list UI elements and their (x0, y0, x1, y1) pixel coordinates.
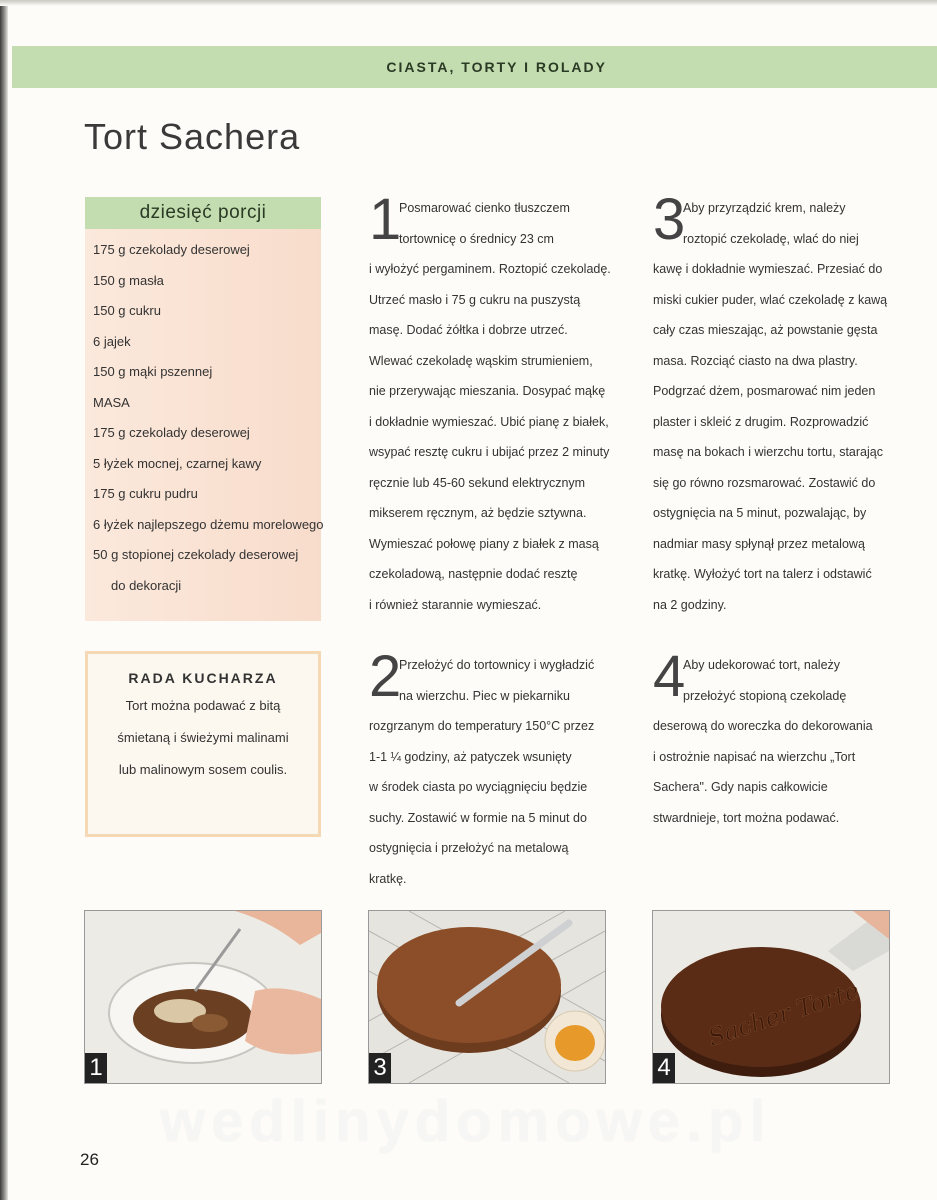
step-3 (653, 187, 915, 620)
tip-text (88, 690, 318, 786)
step-line: i ostrożnie napisać na wierzchu „Tort (653, 749, 856, 764)
ingredient-list (85, 229, 324, 601)
tip-line: lub malinowym sosem coulis. (118, 762, 288, 777)
step-line: suchy. Zostawić w formie na 5 minut do (369, 810, 587, 825)
step-line: roztopić czekoladę, wlać do niej (683, 231, 859, 246)
tip-line: śmietaną i świeżymi malinami (117, 730, 289, 745)
step-line: tortownicę o średnicy 23 cm (399, 231, 554, 246)
step-line: i wyłożyć pergaminem. Roztopić czekoladę. (369, 262, 611, 276)
step-line: ostygnięcia na 5 minut, pozwalając, by (653, 506, 867, 520)
ingredient-item: 150 g masła (93, 272, 164, 288)
step-line: ostygnięcia i przełożyć na metalową (369, 841, 569, 855)
ingredient-item: 175 g czekolady deserowej (93, 242, 250, 257)
ingredients-panel (85, 197, 324, 621)
step-4 (653, 644, 915, 833)
step-line: Aby udekorować tort, należy (683, 658, 841, 672)
photo-number: 3 (369, 1053, 391, 1083)
page-title: Tort Sachera (84, 116, 301, 157)
watermark: wedlinydomowe.pl (160, 1089, 772, 1154)
step-line: Posmarować cienko tłuszczem (399, 201, 570, 215)
step-line: mikserem ręcznym, aż będzie sztywna. (369, 506, 587, 520)
ingredient-item: 150 g mąki pszennej (93, 364, 213, 379)
step-line: miski cukier puder, wlać czekoladę z kawą (653, 292, 888, 307)
mixing-bowl-illustration (85, 911, 321, 1083)
step-line: i również starannie wymieszać. (369, 597, 542, 612)
cake-inscription: Sacher Torte (704, 976, 863, 1052)
ingredient-item-continued: do dekoracji (111, 577, 182, 593)
step-number: 2 (369, 644, 402, 709)
step-line: kratkę. Wyłożyć tort na talerz i odstawić (653, 567, 872, 581)
step-line: się go równo rozsmarować. Zostawić do (653, 475, 876, 490)
photo-mixing-bowl (84, 910, 322, 1084)
step-line: i dokładnie wymieszać. Ubić pianę z białek, (369, 414, 609, 429)
step-line: masę. Dodać żółtka i dobrze utrzeć. (369, 323, 568, 337)
chef-tip-box (85, 651, 321, 837)
step-line: przełożyć stopioną czekoladę (683, 688, 847, 703)
section-banner (12, 46, 937, 88)
step-line: 1-1 ¼ godziny, aż patyczek wsunięty (369, 749, 572, 764)
servings-heading: dziesięć porcji (85, 197, 321, 229)
step-line: kratkę. (369, 871, 407, 886)
step-line: kawę i dokładnie wymieszać. Przesiać do (653, 262, 883, 276)
step-line: Przełożyć do tortownicy i wygładzić (399, 658, 595, 672)
step-line: nie przerywając mieszania. Dosypać mąkę (369, 384, 606, 398)
page-top-edge (0, 0, 937, 6)
ingredient-item: 5 łyżek mocnej, czarnej kawy (93, 455, 262, 471)
step-line: nadmiar masy spłynął przez metalową (653, 536, 865, 551)
photo-decorated-cake (652, 910, 890, 1084)
section-title: CIASTA, TORTY I ROLADY (386, 59, 607, 75)
step-line: Wlewać czekoladę wąskim strumieniem, (369, 353, 593, 368)
photo-spreading-cake (368, 910, 606, 1084)
page-number: 26 (80, 1150, 99, 1169)
step-number: 1 (369, 187, 402, 252)
ingredient-item: 175 g czekolady deserowej (93, 425, 250, 440)
step-line: Aby przyrządzić krem, należy (683, 201, 846, 215)
book-spine (0, 0, 8, 1200)
step-line: deserową do woreczka do dekorowania (653, 719, 873, 733)
step-line: na wierzchu. Piec w piekarniku (399, 688, 570, 703)
step-line: Sachera". Gdy napis całkowicie (653, 780, 828, 794)
step-line: wsypać resztę cukru i ubijać przez 2 minuty (369, 445, 610, 459)
step-line: Wymieszać połowę piany z białek z masą (369, 536, 599, 551)
step-1 (369, 187, 619, 620)
step-2 (369, 644, 619, 894)
step-number: 4 (653, 644, 686, 709)
step-line: masa. Rozciąć ciasto na dwa plastry. (653, 353, 858, 368)
step-line: stwardnieje, tort można podawać. (653, 810, 840, 825)
tip-line: Tort można podawać z bitą (125, 698, 281, 713)
ingredient-item: 50 g stopionej czekolady deserowej (93, 547, 299, 562)
step-line: Podgrzać dżem, posmarować nim jeden (653, 384, 876, 398)
photo-number: 1 (85, 1053, 107, 1083)
ingredient-item: 6 jajek (93, 333, 131, 349)
step-line: plaster i skleić z drugim. Rozprowadzić (653, 414, 869, 429)
step-line: cały czas mieszając, aż powstanie gęsta (653, 323, 878, 337)
cake-on-rack-illustration (369, 911, 605, 1083)
step-line: Utrzeć masło i 75 g cukru na puszystą (369, 292, 581, 307)
step-line: czekoladową, następnie dodać resztę (369, 567, 578, 581)
step-line: ręcznie lub 45-60 sekund elektrycznym (369, 475, 586, 490)
step-line: na 2 godziny. (653, 597, 727, 612)
ingredient-subheading: MASA (93, 394, 130, 410)
ingredient-item: 6 łyżek najlepszego dżemu morelowego (93, 516, 324, 532)
ingredient-item: 175 g cukru pudru (93, 486, 198, 501)
ingredient-item: 150 g cukru (93, 303, 161, 318)
step-line: rozgrzanym do temperatury 150°C przez (369, 719, 595, 733)
step-number: 3 (653, 187, 686, 252)
tip-title: RADA KUCHARZA (128, 670, 278, 686)
step-line: w środek ciasta po wyciągnięciu będzie (369, 780, 588, 794)
photo-number: 4 (653, 1053, 675, 1083)
step-line: masę na bokach i wierzchu tortu, starając (653, 445, 883, 459)
decorated-cake-illustration (653, 911, 889, 1083)
